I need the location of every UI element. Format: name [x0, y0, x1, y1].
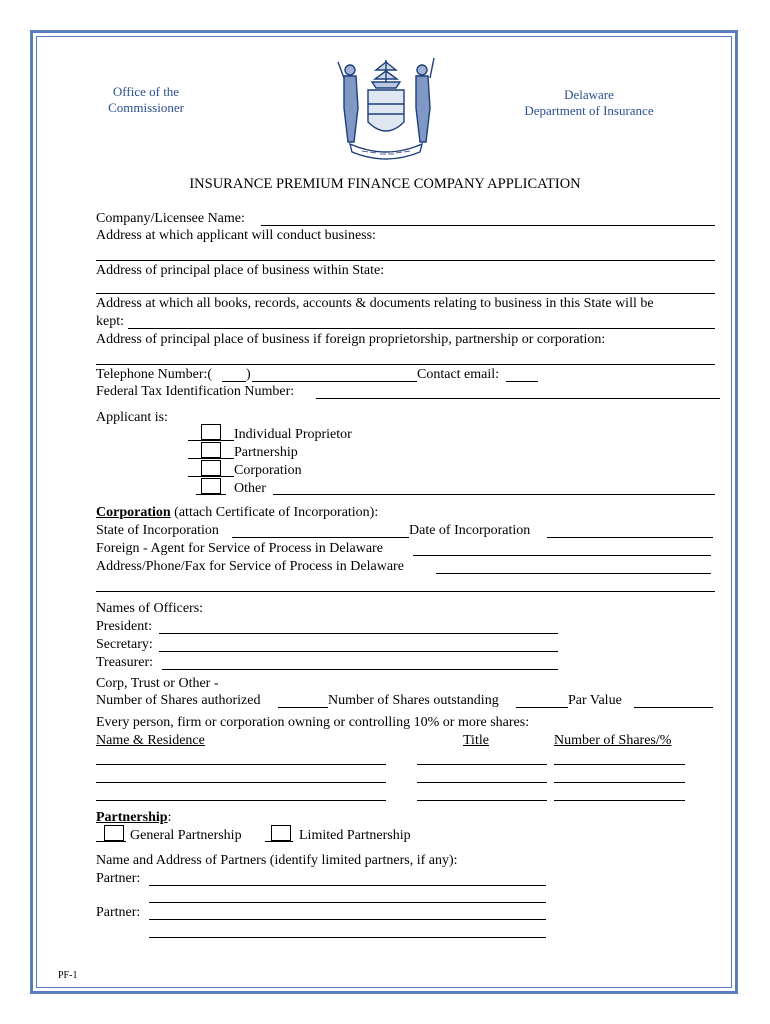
checkbox-individual-proprietor[interactable] — [201, 424, 221, 440]
col-title: Title — [463, 733, 489, 748]
delaware-state-seal — [328, 52, 444, 162]
books-address-label: Address at which all books, records, accounts & documents relating to business in this State will be — [96, 296, 654, 311]
checkbox-other[interactable] — [201, 478, 221, 494]
officers-label: Names of Officers: — [96, 601, 204, 616]
telephone-number-field[interactable] — [252, 381, 417, 382]
shares-outstanding-label: Number of Shares outstanding — [328, 693, 499, 708]
secretary-label: Secretary: — [96, 637, 153, 652]
federal-tax-label: Federal Tax Identification Number: — [96, 384, 295, 399]
checkbox-limited-partnership[interactable] — [271, 825, 291, 841]
header-right-line2: Department of Insurance — [524, 103, 654, 118]
company-name-field[interactable] — [261, 225, 715, 226]
other-field[interactable] — [273, 494, 715, 495]
state-incorporation-field[interactable] — [232, 537, 409, 538]
partner-2-field[interactable] — [149, 919, 546, 920]
checkbox-line — [96, 841, 126, 842]
books-address-label-kept: kept: — [96, 314, 124, 329]
contact-email-field[interactable] — [506, 381, 538, 382]
option-individual-proprietor: Individual Proprietor — [234, 427, 352, 442]
shareholder-title-field[interactable] — [417, 764, 547, 765]
shareholder-name-field[interactable] — [96, 764, 386, 765]
president-field[interactable] — [159, 633, 558, 634]
address-phone-fax-field-2[interactable] — [96, 591, 715, 592]
office-of-commissioner — [96, 84, 196, 116]
shareholder-shares-field[interactable] — [554, 764, 685, 765]
header-left-line2: Commissioner — [108, 100, 184, 115]
checkbox-line — [188, 476, 234, 477]
business-address-label: Address at which applicant will conduct business: — [96, 228, 376, 243]
date-incorporation-field[interactable] — [547, 537, 713, 538]
partner-2-label: Partner: — [96, 905, 141, 920]
shareholder-title-field[interactable] — [417, 800, 547, 801]
telephone-label: Telephone Number:( — [96, 367, 213, 382]
checkbox-corporation[interactable] — [201, 460, 221, 476]
form-id: PF-1 — [58, 970, 78, 981]
corporation-heading: Corporation — [96, 505, 171, 520]
principal-address-label: Address of principal place of business within State: — [96, 263, 385, 278]
company-name-label: Company/Licensee Name: — [96, 211, 245, 226]
foreign-agent-field[interactable] — [413, 555, 711, 556]
partner-2-field-2[interactable] — [149, 937, 546, 938]
foreign-agent-label: Foreign - Agent for Service of Process in Delaware — [96, 541, 383, 556]
shareholder-shares-field[interactable] — [554, 800, 685, 801]
foreign-address-label: Address of principal place of business if foreign proprietorship, partnership or corporation: — [96, 332, 606, 347]
shareholder-shares-field[interactable] — [554, 782, 685, 783]
col-name-residence: Name & Residence — [96, 733, 205, 748]
contact-email-label: Contact email: — [417, 367, 500, 382]
foreign-address-field[interactable] — [96, 364, 715, 365]
header-left-line1: Office of the — [112, 84, 180, 99]
shareholder-title-field[interactable] — [417, 782, 547, 783]
form-title: INSURANCE PREMIUM FINANCE COMPANY APPLICATION — [189, 176, 581, 192]
checkbox-partnership[interactable] — [201, 442, 221, 458]
par-value-label: Par Value — [568, 693, 622, 708]
header-right-line1: Delaware — [564, 87, 614, 102]
shareholder-name-field[interactable] — [96, 800, 386, 801]
col-number-shares: Number of Shares/% — [554, 733, 672, 748]
business-address-field[interactable] — [96, 260, 715, 261]
telephone-close-paren: ) — [246, 367, 251, 382]
partnership-section — [96, 810, 171, 826]
shareholder-name-field[interactable] — [96, 782, 386, 783]
corporation-section — [96, 505, 378, 521]
principal-address-field[interactable] — [96, 293, 715, 294]
treasurer-label: Treasurer: — [96, 655, 154, 670]
president-label: President: — [96, 619, 152, 634]
partnership-colon: : — [167, 810, 172, 825]
shares-authorized-field[interactable] — [278, 707, 328, 708]
telephone-area-field[interactable] — [222, 381, 246, 382]
partner-1-field-2[interactable] — [149, 902, 546, 903]
checkbox-line — [188, 458, 234, 459]
owning-label: Every person, firm or corporation owning or controlling 10% or more shares: — [96, 715, 530, 730]
checkbox-line — [265, 841, 293, 842]
checkbox-line — [188, 440, 234, 441]
option-other: Other — [234, 481, 266, 496]
corp-trust-label: Corp, Trust or Other - — [96, 676, 219, 691]
partners-names-label: Name and Address of Partners (identify limited partners, if any): — [96, 853, 458, 868]
par-value-field[interactable] — [634, 707, 713, 708]
treasurer-field[interactable] — [162, 669, 558, 670]
partner-1-label: Partner: — [96, 871, 141, 886]
corporation-heading-note: (attach Certificate of Incorporation): — [174, 505, 379, 520]
partner-1-field[interactable] — [149, 885, 546, 886]
checkbox-line — [196, 494, 226, 495]
checkbox-general-partnership[interactable] — [104, 825, 124, 841]
secretary-field[interactable] — [159, 651, 558, 652]
partnership-heading: Partnership — [96, 810, 168, 825]
limited-partnership-label: Limited Partnership — [299, 828, 411, 843]
general-partnership-label: General Partnership — [130, 828, 242, 843]
delaware-department — [510, 87, 668, 119]
applicant-is-label: Applicant is: — [96, 410, 168, 425]
federal-tax-field[interactable] — [316, 398, 720, 399]
address-phone-fax-label: Address/Phone/Fax for Service of Process in Delaware — [96, 559, 404, 574]
state-incorporation-label: State of Incorporation — [96, 523, 219, 538]
address-phone-fax-field[interactable] — [436, 573, 711, 574]
option-corporation: Corporation — [234, 463, 302, 478]
option-partnership: Partnership — [234, 445, 298, 460]
date-incorporation-label: Date of Incorporation — [409, 523, 531, 538]
shares-outstanding-field[interactable] — [516, 707, 568, 708]
shares-authorized-label: Number of Shares authorized — [96, 693, 261, 708]
books-address-field[interactable] — [128, 328, 715, 329]
